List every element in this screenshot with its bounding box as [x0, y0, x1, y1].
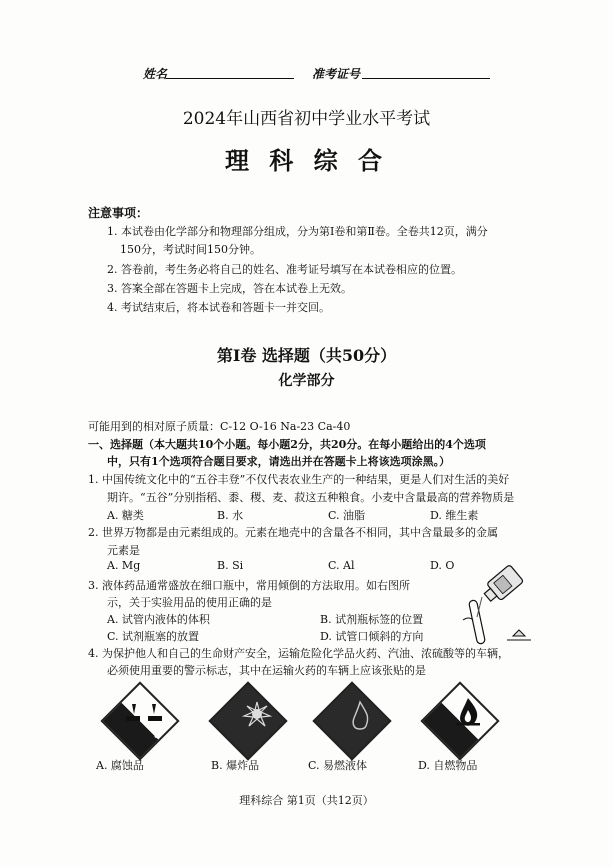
question-1-text: 期许。“五谷”分别指稻、黍、稷、麦、菽这五种粮食。小麦中含量最高的营养物质是 [107, 491, 515, 504]
corrosive-symbol-icon [118, 696, 172, 742]
question-1-option-b: B. 水 [217, 509, 244, 522]
subject-title: 理 科 综 合 [224, 146, 389, 175]
question-3-text: 示，关于实验用品的使用正确的是 [107, 596, 272, 609]
question-4-option-a: A. 腐蚀品 [96, 759, 144, 772]
notes-item: 150分，考试时间150分钟。 [120, 243, 261, 256]
question-2-text: 元素是 [107, 544, 140, 557]
flame-symbol-icon [338, 698, 382, 738]
question-4-option-b: B. 爆炸品 [211, 759, 260, 772]
notes-item: 3. 答案全部在答题卡上完成，答在本试卷上无效。 [107, 282, 352, 295]
page-footer: 理科综合 第1页（共12页） [239, 794, 374, 807]
question-4-text: 4. 为保护他人和自己的生命财产安全，运输危险化学品火药、汽油、浓硫酸等的车辆， [88, 647, 509, 660]
explosion-symbol-icon [232, 700, 282, 740]
question-2-option-b: B. Si [217, 559, 244, 572]
question-2-option-c: C. Al [328, 559, 355, 572]
question-3-option-c: C. 试剂瓶塞的放置 [107, 630, 200, 643]
sign-number: 8 [154, 731, 160, 740]
notes-item: 2. 答卷前，考生务必将自己的姓名、准考证号填写在本试卷相应的位置。 [107, 263, 462, 276]
notes-heading: 注意事项： [88, 206, 149, 220]
question-4-text: 必须使用重要的警示标志，其中在运输火药的车辆上应该张贴的是 [107, 664, 426, 677]
question-2-text: 2. 世界万物都是由元素组成的。元素在地壳中的含量各不相同，其中含量最多的金属 [88, 526, 498, 539]
notes-item: 1. 本试卷由化学部分和物理部分组成，分为第Ⅰ卷和第Ⅱ卷。全卷共12页，满分 [107, 225, 488, 238]
exam-id-label: 准考证号 [312, 67, 361, 81]
instructions-line: 中，只有1个选项符合题目要求，请选出并在答题卡上将该选项涂黑。） [107, 455, 451, 468]
exam-title: 2024年山西省初中学业水平考试 [182, 109, 431, 129]
question-2-option-a: A. Mg [107, 559, 141, 572]
name-field-line [166, 78, 294, 79]
question-3-option-b: B. 试剂瓶标签的位置 [320, 613, 424, 626]
question-3-option-d: D. 试管口倾斜的方向 [320, 630, 424, 643]
question-3-option-a: A. 试管内液体的体积 [107, 613, 210, 626]
notes-item: 4. 考试结束后，将本试卷和答题卡一并交回。 [107, 301, 330, 314]
pouring-liquid-illustration [455, 562, 535, 646]
question-4-option-d: D. 自燃物品 [418, 759, 478, 772]
atomic-masses: 可能用到的相对原子质量：C-12 O-16 Na-23 Ca-40 [88, 420, 351, 433]
question-2-option-d: D. O [430, 559, 455, 572]
question-4-option-c: C. 易燃液体 [308, 759, 368, 772]
exam-id-field-line [362, 78, 490, 79]
question-1-text: 1. 中国传统文化中的“五谷丰登”不仅代表农业生产的一种结果，更是人们对生活的美好 [88, 473, 510, 486]
question-1-option-a: A. 糖类 [107, 509, 144, 522]
question-1-option-c: C. 油脂 [328, 509, 366, 522]
section-title: 第Ⅰ卷 选择题（共50分） [216, 346, 397, 365]
flame-symbol-icon [446, 696, 490, 736]
question-1-option-d: D. 维生素 [430, 509, 479, 522]
question-3-text: 3. 液体药品通常盛放在细口瓶中，常用倾倒的方法取用。如右图所 [88, 579, 410, 592]
name-label: 姓名 [143, 67, 168, 81]
section-subtitle: 化学部分 [278, 373, 335, 389]
instructions-line: 一、选择题（本大题共10个小题。每小题2分，共20分。在每小题给出的4个选项 [88, 438, 486, 451]
